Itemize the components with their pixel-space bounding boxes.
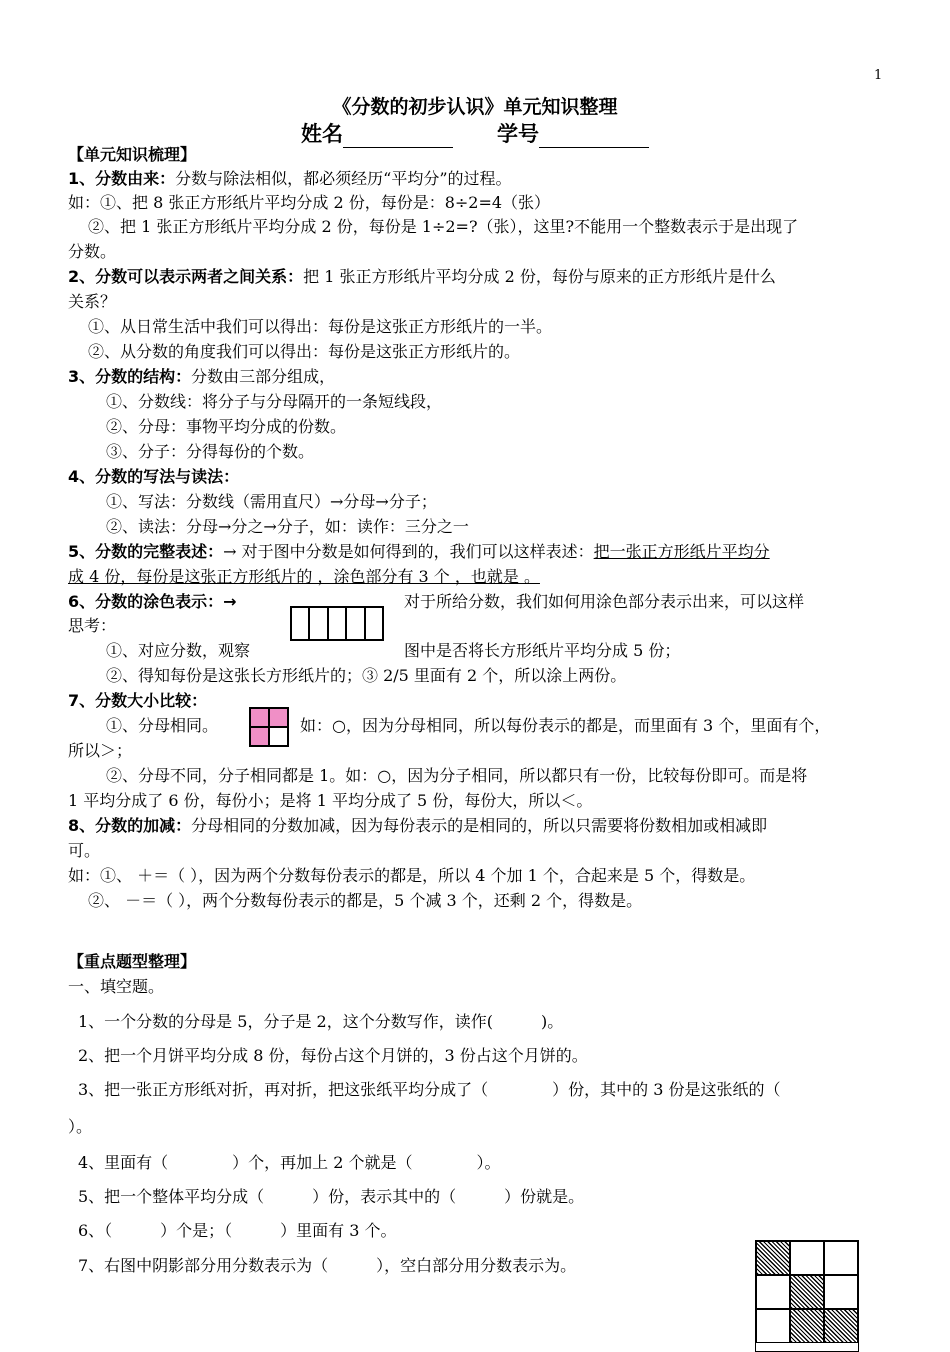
point-6-text: 对于所给分数，我们如何用涂色部分表示出来，可以这样 [404,592,805,611]
point-5-underlined: 把一张正方形纸片平均分 [593,542,770,561]
text-line: ①、从日常生活中我们可以得出：每份是这张正方形纸片的一半。 [88,317,553,336]
text-line: 如：①、 ＋＝（ ），因为两个分数每份表示的都是，所以 4 个加 1 个，合起来是 5 个，得数是。 [68,866,756,885]
question-6: 6、（ ）个是；（ ）里面有 3 个。 [78,1221,397,1240]
point-2-text: 把 1 张正方形纸片平均分成 2 份，每份与原来的正方形纸片是什么 [303,267,776,286]
question-2: 2、把一个月饼平均分成 8 份，每份占这个月饼的，3 份占这个月饼的。 [78,1046,588,1065]
text-line: 关系？ [68,292,117,311]
point-2 [68,265,888,289]
point-1-title: 1、分数由来： [68,169,176,188]
point-3 [68,365,888,389]
text-line: ②、分母：事物平均分成的份数。 [106,417,347,436]
text-line: 1 平均分成了 6 份，每份小；是将 1 平均分成了 5 份，每份大，所以＜。 [68,791,593,810]
text-line: ①、分数线：将分子与分母隔开的一条短线段， [106,392,443,411]
text-line: 分数。 [68,242,117,261]
point-7-title: 7、分数大小比较： [68,691,208,710]
point-5 [68,540,888,564]
text-line-underlined: 成 4 份，每份是这张正方形纸片的 ，涂色部分有 3 个 ，也就是 。 [68,567,540,586]
text-line: ①、对应分数，观察 [106,641,251,660]
text-line: ①、分母相同。 [106,716,219,735]
text-line: ③、分子：分得每份的个数。 [106,442,315,461]
point-5-text: → 对于图中分数是如何得到的，我们可以这样表述： [223,542,594,561]
page-number: 1 [874,68,883,83]
point-8-title: 8、分数的加减： [68,816,192,835]
point-3-text: 分数由三部分组成， [191,367,336,386]
point-5-title: 5、分数的完整表述： [68,542,224,561]
point-8-text: 分母相同的分数加减，因为每份表示的是相同的，所以只需要将份数相加或相减即 [191,816,768,835]
text-line: 如：○，因为分母相同，所以每份表示的都是，而里面有 3 个，里面有个， [300,716,831,735]
text-line: ②、 －＝（ ），两个分数每份表示的都是，5 个减 3 个，还剩 2 个，得数是。 [88,891,643,910]
subheading-fill-blank: 一、填空题。 [68,977,165,996]
text-line: 所以＞； [68,741,133,760]
question-3-cont: ）。 [68,1117,93,1136]
point-6-title: 6、分数的涂色表示：→ [68,592,237,611]
question-5: 5、把一个整体平均分成（ ）份，表示其中的（ ）份就是。 [78,1187,585,1206]
point-1-text: 分数与除法相似，都必须经历“平均分”的过程。 [175,169,512,188]
text-line: 如：①、把 8 张正方形纸片平均分成 2 份，每份是：8÷2=4（张） [68,193,551,212]
text-line: ②、读法：分母→分之→分子，如：读作：三分之一 [106,517,469,536]
question-1: 1、一个分数的分母是 5，分子是 2，这个分数写作，读作( )。 [78,1012,564,1031]
point-4-title: 4、分数的写法与读法： [68,467,240,486]
text-line: 思考： [68,616,117,635]
text-line: ②、得知每份是这张长方形纸片的；③ 2/5 里面有 2 个，所以涂上两份。 [106,666,627,685]
section-heading-knowledge: 【单元知识梳理】 [68,145,197,164]
point-1 [68,167,888,191]
id-label: 学号 [497,122,539,146]
question-4: 4、里面有（ ）个，再加上 2 个就是（ ）。 [78,1153,501,1172]
shaded-grid-figure [755,1240,859,1352]
question-3: 3、把一张正方形纸对折，再对折，把这张纸平均分成了（ ）份，其中的 3 份是这张纸的（ [78,1080,781,1099]
text-line: ①、写法：分数线（需用直尺）→分母→分子； [106,492,437,511]
page-title: 《分数的初步认识》单元知识整理 [332,96,618,118]
text-line: 图中是否将长方形纸片平均分成 5 份； [404,641,681,660]
text-line: 可。 [68,841,101,860]
question-7: 7、右图中阴影部分用分数表示为（ ），空白部分用分数表示为。 [78,1256,577,1275]
point-2-title: 2、分数可以表示两者之间关系： [68,267,304,286]
text-line: ②、把 1 张正方形纸片平均分成 2 份，每份是 1÷2=?（张），这里?不能用一个整数表示于是出现了 [88,217,799,236]
point-3-title: 3、分数的结构： [68,367,192,386]
text-line: ②、分母不同，分子相同都是 1。如：○，因为分子相同，所以都只有一份，比较每份即可。而是将 [106,766,808,785]
text-line: ②、从分数的角度我们可以得出：每份是这张正方形纸片的。 [88,342,521,361]
section-heading-questions: 【重点题型整理】 [68,952,197,971]
name-label: 姓名 [301,122,343,146]
point-8 [68,814,888,838]
